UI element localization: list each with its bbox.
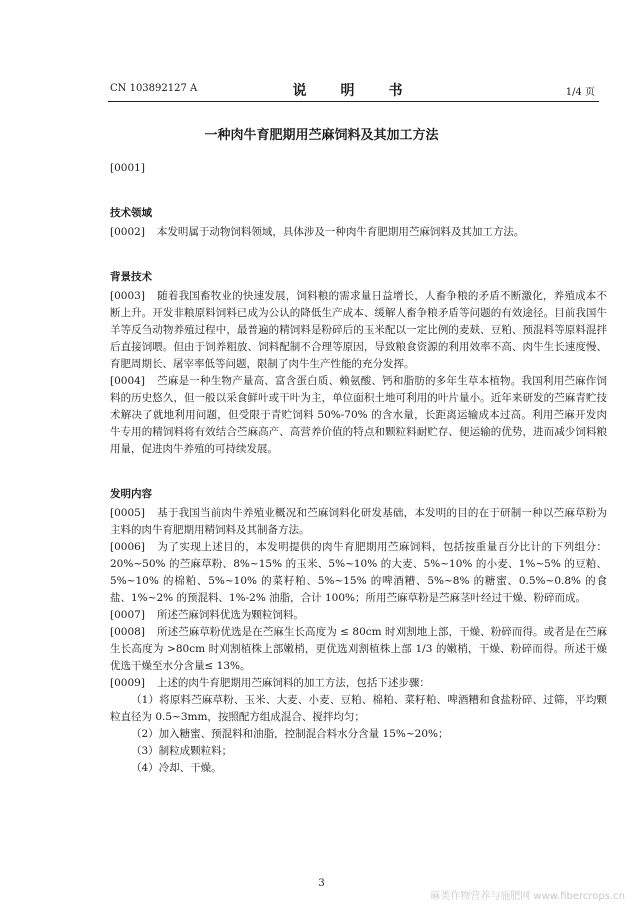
paragraph-0003: [110, 288, 607, 373]
paragraph-number: [0002]: [110, 226, 145, 238]
paragraph-0006: [110, 539, 607, 607]
watermark: 麻类作物营养与施肥网 www.fibercrops.cn: [430, 891, 625, 902]
spacer: [110, 177, 607, 193]
paragraph-0004: [110, 373, 607, 458]
document-type: 说 明 书: [292, 83, 413, 99]
paragraph-text: 本发明属于动物饲料领域，具体涉及一种肉牛育肥期用苎麻饲料及其加工方法。: [156, 226, 525, 238]
paragraph-text: 所述苎麻饲料优选为颗粒饲料。: [156, 609, 304, 621]
paragraph-0008: [110, 624, 607, 675]
paragraph-number: [0007]: [110, 609, 145, 621]
paragraph-number: [0004]: [110, 375, 145, 387]
paragraph-0002: [110, 224, 607, 241]
process-step: （4）冷却、干燥。: [131, 762, 222, 774]
paragraph-number: [0009]: [110, 677, 145, 689]
section-heading-background: 背景技术: [110, 271, 152, 283]
paragraph-0007: [110, 607, 607, 624]
paragraph-0001: [110, 160, 607, 177]
paragraph-text: 所述苎麻草粉优选是在苎麻生长高度为 ≤ 80cm 时刈割地上部，干燥、粉碎而得。或者是在苎麻生长高度为 >80cm 时刈割植株上部嫩梢，更优选刈割植株上部 1/3 的嫩梢，干燥、粉碎而得。所述干燥优选干燥至水分含量≤ 13%。: [110, 626, 607, 672]
document-body: [110, 160, 607, 777]
patent-number: CN 103892127 A: [110, 83, 198, 94]
paragraph-number: [0008]: [110, 626, 145, 638]
section-heading-invention: 发明内容: [110, 488, 152, 500]
paragraph-0005: [110, 505, 607, 539]
paragraph-0009: [110, 675, 607, 692]
process-step: （3）制粒成颗粒料；: [131, 745, 233, 757]
process-step: （1）将原料苎麻草粉、玉米、大麦、小麦、豆粕、棉粕、菜籽粕、啤酒糟和食盐粉碎、过筛，平均颗粒直径为 0.5~3mm，按照配方组成混合、搅拌均匀；: [110, 694, 607, 723]
paragraph-text: 随着我国畜牧业的快速发展，饲料粮的需求量日益增长，人畜争粮的矛盾不断激化，养殖成本不断上升。开发非粮原料饲料已成为公认的降低生产成本、缓解人畜争粮矛盾等问题的有效途径。目前我国牛羊等反刍动物养殖过程中，最普遍的精饲料是粉碎后的玉米配以一定比例的麦麸、豆粕、预混料等原料混拌后直接饲喂。但由于饲养粗放、饲料配制不合理等原因，导致粮食资源的利用效率不高、肉牛生长速度慢、育肥周期长、屠宰率低等问题，限制了肉牛生产性能的充分发挥。: [110, 290, 607, 370]
paragraph-text: 苎麻是一种生物产量高、富含蛋白质、赖氨酸、钙和脂肪的多年生草本植物。我国利用苎麻作饲料的历史悠久，但一般以采食鲜叶或干叶为主，单位面积土地可利用的叶片量小。近年来研发的苎麻青贮技术解决了就地利用问题，但受限于青贮饲料 50%-70% 的含水量，长距离运输成本过高。利用苎麻开发肉牛专用的精饲料将有效结合苎麻高产、高营养价值的特点和颗粒料耐贮存、便运输的优势，进而减少饲料粮用量，促进肉牛养殖的可持续发展。: [110, 375, 607, 455]
paragraph-number: [0005]: [110, 507, 145, 519]
page-number: 3: [318, 878, 325, 889]
paragraph-text: 基于我国当前肉牛养殖业概况和苎麻饲料化研发基础，本发明的目的在于研制一种以苎麻草粉为主料的肉牛育肥期用精饲料及其制备方法。: [110, 507, 607, 536]
paragraph-text: 为了实现上述目的，本发明提供的肉牛育肥期用苎麻饲料，包括按重量百分比计的下列组分：20%~50% 的苎麻草粉、8%~15% 的玉米、5%~10% 的大麦、5%~10% 的小麦、1%~5% 的豆粕、5%~10% 的棉粕、5%~10% 的菜籽粕、5%~15% 的啤酒糟、5%~8% 的糖蜜、0.5%~0.8% 的食盐、1%~2% 的预混料、1%-2% 油脂，合计 100%；所用苎麻草粉是苎麻茎叶经过干燥、粉碎而成。: [110, 541, 607, 604]
page-header: [110, 80, 595, 100]
paragraph-text: 上述的肉牛育肥期用苎麻饲料的加工方法，包括下述步骤：: [156, 677, 430, 689]
header-rule: [108, 101, 599, 102]
document-title: 一种肉牛育肥期用苎麻饲料及其加工方法: [204, 128, 439, 143]
section-heading-technical-field: 技术领域: [110, 207, 152, 219]
paragraph-number: [0006]: [110, 541, 145, 553]
spacer: [110, 241, 607, 257]
process-step: （2）加入糖蜜、预混料和油脂，控制混合料水分含量 15%~20%；: [131, 728, 449, 740]
spacer: [110, 458, 607, 474]
paragraph-number: [0003]: [110, 290, 145, 302]
page-indicator: 1/4 页: [565, 87, 595, 98]
paragraph-number: [0001]: [110, 162, 145, 174]
